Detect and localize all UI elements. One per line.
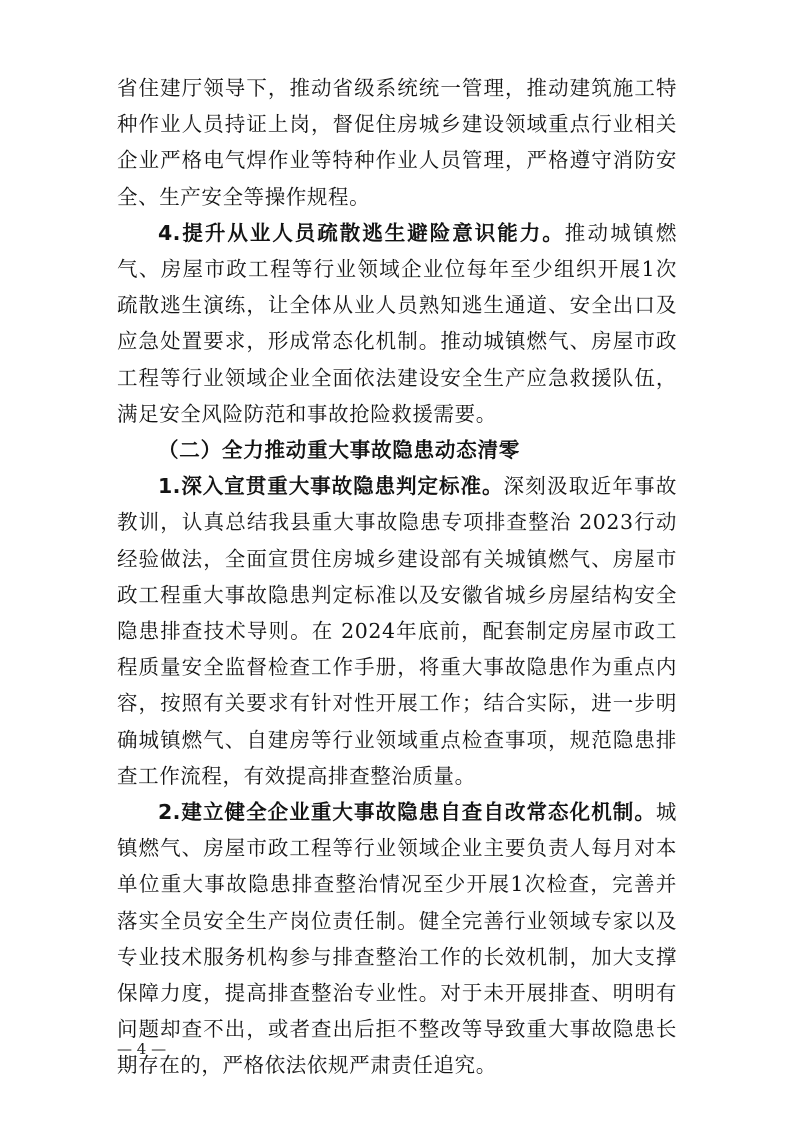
item-4-text: 推动城镇燃气、房屋市政工程等行业领域企业位每年至少组织开展1次疏散逃生演练，让全体从业人员熟知逃生通道、安全出口及应急处置要求，形成常态化机制。推动城镇燃气、房屋市政工程等行业领域企业全面依法建设安全生产应急救援队伍，满足安全风险防范和事故抢险救援需要。 [117, 220, 677, 426]
section-2-heading: （二）全力推动重大事故隐患动态清零 [158, 438, 521, 463]
item-4-heading: 4.提升从业人员疏散逃生避险意识能力。 [158, 220, 565, 245]
item-1-heading: 1.深入宣贯重大事故隐患判定标准。 [158, 474, 504, 499]
paragraph-item-1 [117, 468, 677, 794]
item-2-text: 城镇燃气、房屋市政工程等行业领域企业主要负责人每月对本单位重大事故隐患排查整治情况至少开展1次检查，完善并落实全员安全生产岗位责任制。健全完善行业领域专家以及专业技术服务机构参与排查整治工作的长效机制，加大支撑保障力度，提高排查整治专业性。对于未开展排查、明明有问题却查不出，或者查出后拒不整改等导致重大事故隐患长期存在的，严格依法依规严肃责任追究。 [117, 800, 677, 1078]
item-2-heading: 2.建立健全企业重大事故隐患自查自改常态化机制。 [158, 800, 656, 825]
item-1-text: 深刻汲取近年事故教训，认真总结我县重大事故隐患专项排查整治 2023行动经验做法，全面宣贯住房城乡建设部有关城镇燃气、房屋市政工程重大事故隐患判定标准以及安徽省城乡房屋结构安全隐患排查技术导则。在 2024年底前，配套制定房屋市政工程质量安全监督检查工作手册，将重大事故隐患作为重点内容，按照有关要求有针对性开展工作；结合实际，进一步明确城镇燃气、自建房等行业领域重点检查事项，规范隐患排查工作流程，有效提高排查整治质量。 [117, 474, 677, 788]
continuation-paragraph: 省住建厅领导下，推动省级系统统一管理，推动建筑施工特种作业人员持证上岗，督促住房城乡建设领域重点行业相关企业严格电气焊作业等特种作业人员管理，严格遵守消防安全、生产安全等操作规程。 [117, 76, 677, 209]
page-number: — 4 — [117, 1040, 167, 1058]
paragraph-item-4 [117, 215, 677, 432]
document-body [117, 70, 677, 1084]
paragraph-item-2 [117, 794, 677, 1084]
